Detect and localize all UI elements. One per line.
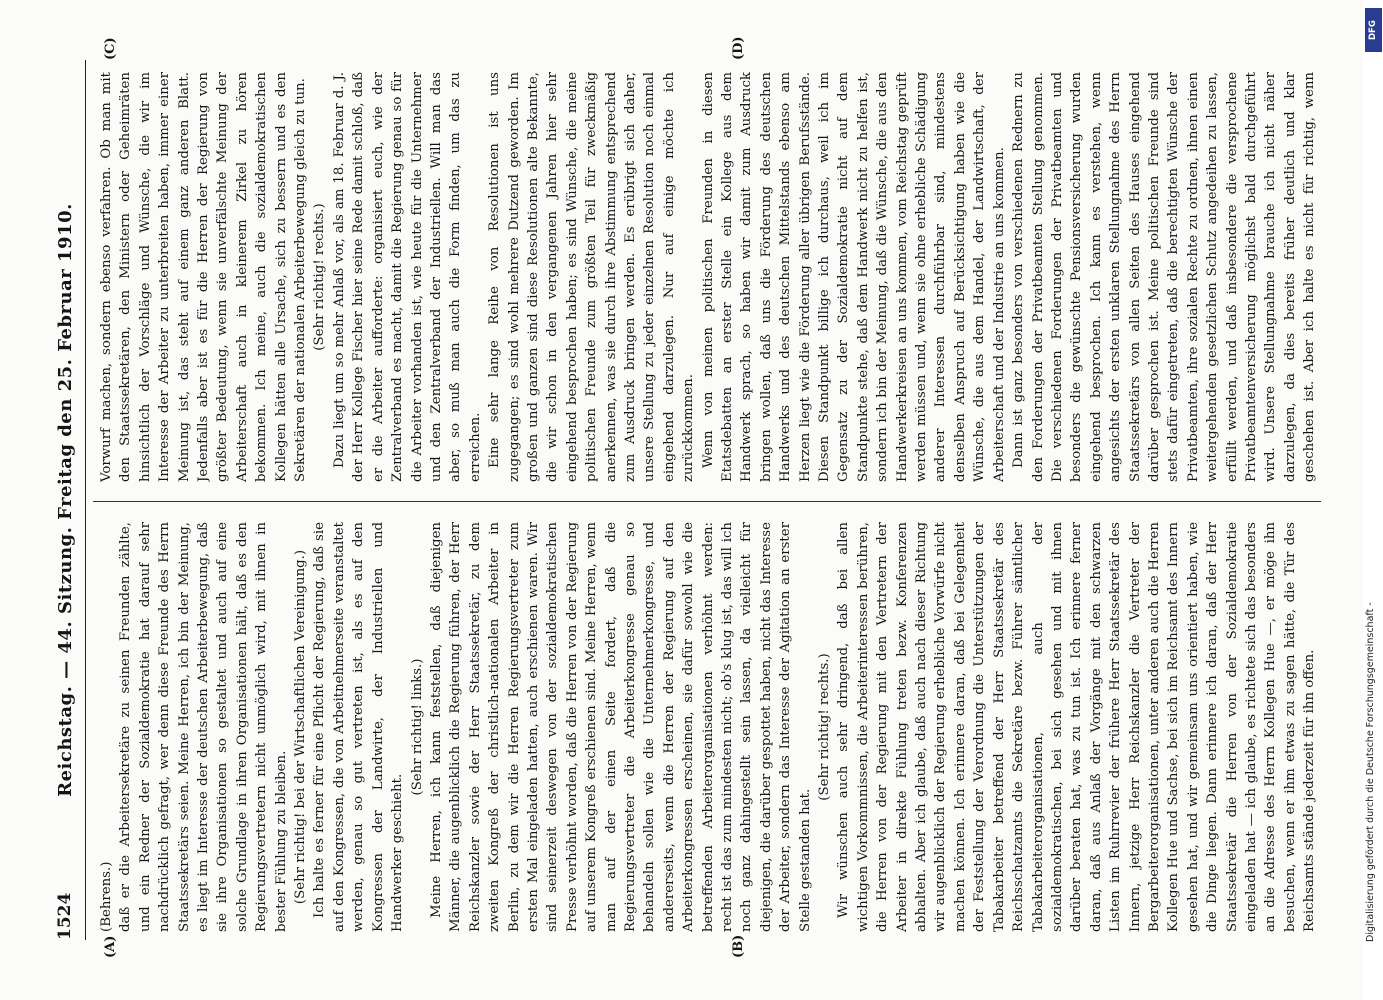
interjection: (Sehr richtig! rechts.) [312, 203, 328, 351]
running-title: Reichstag. — 44. Sitzung. Freitag den 25. Februar 1910. [55, 203, 76, 797]
interjection: (Sehr richtig! bei der Wirtschaftlichen Vereinigung.) [293, 549, 309, 905]
dfg-logo: DFG [1365, 8, 1382, 52]
paragraph: Eine sehr lange Reihe von Resolutionen ist uns zugegangen; es sind wohl mehrere Dutzend geworden. Im großen und ganzen sind diese Resolutionen alte Bekannte, die wir schon in den vergangenen Jahren hier sehr eingehend besprochen haben; es sind Wünsche, die meine politischen Freunde zum größten Teil für zweckmäßig anerkennen, was sie durch ihre Abstimmung entsprechend zum Ausdruck bringen werden. Es erübrigt sich daher, unsere Stellung zu jeder einzelnen Resolution noch einmal eingehend darzulegen. Nur auf einige möchte ich zurückkommen. [487, 72, 697, 482]
paragraph: Dann ist ganz besonders von verschiedenen Rednern zu den Forderungen der Privatbeamten Stellung genommen. Die verschiedenen Forderungen der Privatbeamten und besonders die gewünschte Pensionsversicherung wurden eingehend besprochen. Ich kann es verstehen, wenn angesichts der ersten unklaren Stellungnahme des Herrn Staatssekretärs von allen Seiten des Hauses eingehend darüber gesprochen ist. Meine politischen Freunde sind stets dafür eingetreten, daß die berechtigten Wünsche der Privatbeamten, ihre sozialen Rechte zu ordnen, ihnen einen weitergehenden gesetzlichen Schutz angedeihen zu lassen, erfüllt werden, und daß insbesondere die versprochene Privatbeamtenversicherung möglichst bald durchgeführt wird. Unsere Stellungnahme brauche ich nicht näher darzulegen, da dies bereits früher deutlich und klar geschehen ist. Aber ich halte es nicht für richtig, wenn [1011, 72, 1318, 482]
interjection: (Sehr richtig! rechts.) [817, 653, 833, 801]
paragraph: Vorwurf machen, sondern ebenso verfahren. Ob man mit den Staatssekretären, den Ministern oder Geheimräten hinsichtlich der Vorschläge und Wünsche, die wir im Interesse der Arbeiter zu unterbreiten haben, immer einer Meinung ist, das steht auf einem ganz anderen Blatt. Jedenfalls aber ist es für die Herren der Regierung von größter Bedeutung, wenn sie unverfälschte Meinung der Arbeiterschaft auch in kleinerem Zirkel zu hören bekommen. Ich meine, auch die sozialdemokratischen Kollegen hätten alle Ursache, sich zu bessern und es den Sekretären der nationalen Arbeiterbewegung gleich zu tun. [99, 72, 309, 482]
paragraph: (Behrens.) [99, 861, 114, 932]
column-divider [93, 501, 1321, 502]
paragraph: Dazu liegt um so mehr Anlaß vor, als am 18. Februar d. J. der Herr Kollege Fischer hier seine Rede damit schloß, daß er die Arbeiter aufforderte: organisiert euch, wie der Zentralverband es macht, damit die Regierung genau so für die Arbeiter vorhanden ist, wie heute für die Unternehmer und den Zentralverband der Industriellen. Will man das aber, so muß man auch die Form finden, um das zu erreichen. [331, 72, 483, 482]
paragraph: Wenn von meinen politischen Freunden in diesen Etatsdebatten an erster Stelle ein Kollege aus dem Handwerk sprach, so haben wir damit zum Ausdruck bringen wollen, daß uns die Förderung des deutschen Handwerks und des deutschen Mittelstands ebenso am Herzen liegt wie die Förderung aller übrigen Berufsstände. Diesen Standpunkt billige ich durchaus, weil ich im Gegensatz zu der Sozialdemokratie nicht auf dem Standpunkte stehe, daß dem Handwerk nicht zu helfen ist, sondern ich bin der Meinung, daß die Wünsche, die aus den Handwerkerkreisen an uns kommen, vom Reichstag geprüft werden müssen und, wenn sie ohne erhebliche Schädigung anderer Interessen durchführbar sind, mindestens denselben Anspruch auf Berücksichtigung haben wie die Wünsche, die aus dem Handel, der Landwirtschaft, der Arbeiterschaft und der Industrie an uns kommen. [700, 72, 1007, 482]
digitization-note: Digitalisierung gefördert durch die Deutsche Forschungsgemeinschaft - [1365, 602, 1376, 942]
paragraph: daß er die Arbeitersekretäre zu seinen Freunden zählte, und ein Redner der Sozialdemokratie hat darauf sehr nachdrücklich gefragt, wer denn diese Freunde des Herrn Staatssekretärs seien. Meine Herren, ich bin der Meinung, es liegt im Interesse der deutschen Arbeiterbewegung, daß sie ihre Organisationen so gestaltet und auch auf eine solche Grundlage in ihren Organisationen hält, daß es den Regierungsvertretern nicht unmöglich wird, mit ihnen in bester Fühlung zu bleiben. [118, 522, 289, 932]
paragraph [1320, 522, 1322, 932]
left-text-column [97, 522, 1322, 932]
page-number: 1524 [55, 892, 75, 940]
paragraph: Meine Herren, ich kann feststellen, daß diejenigen Männer, die augenblicklich die Regierung führen, der Herr Reichskanzler sowie der Herr Staatssekretär, zu dem zweiten Kongreß der christlich-nationalen Arbeiter in Berlin, zu dem wir die Herren Regierungsvertreter zum ersten Mal eingeladen hatten, auch erschienen waren. Wir sind seinerzeit deswegen von der sozialdemokratischen Presse verhöhnt worden, daß die Herren von der Regierung auf unserem Kongreß erschienen sind. Meine Herren, wenn man auf der einen Seite fordert, daß die Regierungsvertreter die Arbeiterkongresse genau so behandeln sollen wie die Unternehmerkongresse, und andererseits, wenn die Herren der Regierung auf den Arbeiterkongressen erscheinen, sie dafür sowohl wie die betreffenden Arbeiterorganisationen verhöhnt werden: recht ist das zum mindesten nicht; ob's klug ist, das will ich noch ganz dahingestellt sein lassen, da vielleicht für diejenigen, die darüber gespottet haben, nicht das Interesse der Arbeiter, sondern das Interesse der Agitation an erster Stelle gestanden hat. [428, 522, 813, 932]
paragraph: Ich halte es ferner für eine Pflicht der Regierung, daß sie auf den Kongressen, die von Arbeitnehmerseite veranstaltet werden, genau so gut vertreten ist, als es auf den Kongressen der Landwirte, der Industriellen und Handwerker geschieht. [312, 522, 406, 932]
margin-mark-c: (C) [103, 37, 118, 60]
paragraph: Wir wünschen auch sehr dringend, daß bei allen wichtigen Vorkommnissen, die Arbeiterinteressen berühren, die Herren von der Regierung mit den Vertretern der Arbeiter in direkte Fühlung treten bezw. Konferenzen abhalten. Aber ich glaube, daß auch nach dieser Richtung wir augenblicklich der Regierung erhebliche Vorwürfe nicht machen können. Ich erinnere daran, daß bei Gelegenheit der Feststellung der Verordnung die Unterstützungen der Tabakarbeiter betreffend der Herr Staatssekretär des Reichsschatzamts die Sekretäre bezw. Führer sämtlicher Tabakarbeiterorganisationen, auch der sozialdemokratischen, bei sich gesehen und mit ihnen darüber beraten hat, was zu tun ist. Ich erinnere ferner daran, daß aus Anlaß der Vorgänge mit den schwarzen Listen im Ruhrrevier der frühere Herr Staatssekretär des Innern, jetzige Herr Reichskanzler die Vertreter der Bergarbeiterorganisationen, unter anderen auch die Herren Kollegen Hue und Sachse, bei sich im Reichsamt des Innern gesehen hat, und wir gemeinsam uns orientiert haben, wie die Dinge liegen. Dann erinnere ich daran, daß der Herr Staatssekretär die Herren von der Sozialdemokratie eingeladen hat — ich glaube, es richtete sich das besonders an die Adresse des Herrn Kollegen Hue —, er möge ihn besuchen, wenn er ihm etwas zu sagen hätte, die Tür des Reichsamts stände jederzeit für ihn offen. [836, 522, 1318, 932]
page-header [49, 60, 86, 940]
interjection: (Sehr richtig! links.) [409, 658, 425, 796]
digitization-strip [1363, 0, 1383, 1000]
margin-mark-b: (B) [731, 934, 746, 958]
right-text-column [97, 72, 1322, 482]
margin-mark-d: (D) [731, 36, 746, 60]
rotated-document-page [41, 36, 1341, 960]
margin-mark-a: (A) [103, 935, 118, 958]
